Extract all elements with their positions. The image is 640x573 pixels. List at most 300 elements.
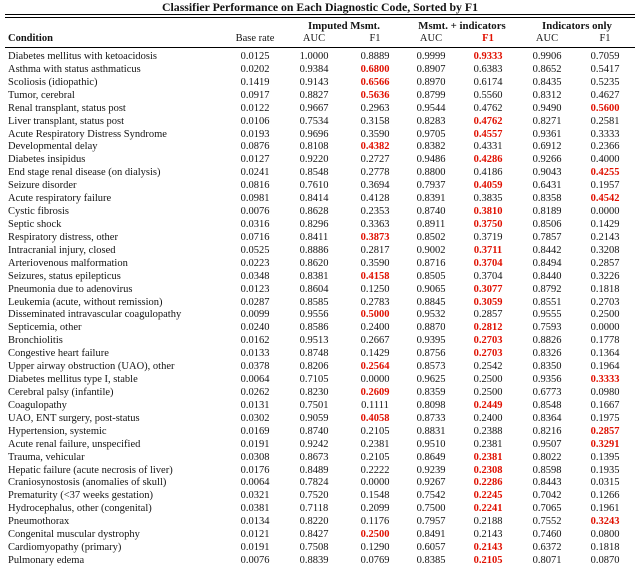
msmt-ind-f1-cell: 0.2703 xyxy=(473,348,503,360)
msmt-ind-auc-cell: 0.8359 xyxy=(416,386,446,398)
imputed-auc-cell: 0.8108 xyxy=(299,141,329,153)
msmt-ind-auc-cell: 0.8283 xyxy=(416,115,446,127)
base-rate-cell: 0.0917 xyxy=(240,89,270,101)
msmt-ind-f1-cell: 0.2400 xyxy=(473,412,503,424)
condition-cell: Pneumothorax xyxy=(8,516,70,528)
msmt-ind-auc-cell: 0.9510 xyxy=(416,438,446,450)
indicators-f1-cell: 0.2703 xyxy=(590,296,620,308)
msmt-ind-auc-cell: 0.9065 xyxy=(416,283,446,295)
msmt-ind-auc-cell: 0.8391 xyxy=(416,193,446,205)
condition-cell: Scoliosis (idiopathic) xyxy=(8,76,98,88)
msmt-ind-f1-cell: 0.2449 xyxy=(473,399,503,411)
msmt-ind-f1-cell: 0.2381 xyxy=(473,451,503,463)
imputed-auc-cell: 0.8585 xyxy=(299,296,329,308)
msmt-ind-auc-cell: 0.9267 xyxy=(416,477,446,489)
imputed-auc-cell: 0.8296 xyxy=(299,218,329,230)
indicators-auc-cell: 0.8071 xyxy=(532,554,562,566)
table-row xyxy=(5,219,635,232)
msmt-ind-f1-cell: 0.6383 xyxy=(473,63,503,75)
msmt-ind-f1-cell: 0.2542 xyxy=(473,361,503,373)
msmt-ind-f1-cell: 0.4762 xyxy=(473,102,503,114)
imputed-f1-cell: 0.2099 xyxy=(360,503,390,515)
msmt-ind-auc-cell: 0.9625 xyxy=(416,374,446,386)
msmt-ind-auc-cell: 0.9705 xyxy=(416,128,446,140)
imputed-auc-cell: 0.8489 xyxy=(299,464,329,476)
indicators-f1-cell: 0.4542 xyxy=(590,193,620,205)
indicators-f1-cell: 0.2500 xyxy=(590,309,620,321)
base-rate-cell: 0.0240 xyxy=(240,322,270,334)
condition-cell: Congestive heart failure xyxy=(8,348,109,360)
condition-cell: Septic shock xyxy=(8,218,62,230)
msmt-ind-auc-cell: 0.9999 xyxy=(416,51,446,62)
base-rate-cell: 0.0176 xyxy=(240,464,270,476)
indicators-auc-cell: 0.8440 xyxy=(532,270,562,282)
imputed-auc-cell: 0.8586 xyxy=(299,322,329,334)
imputed-f1-cell: 0.1176 xyxy=(360,516,390,528)
imputed-f1-cell: 0.2783 xyxy=(360,296,390,308)
msmt-ind-auc-cell: 0.8716 xyxy=(416,257,446,269)
condition-cell: Pneumonia due to adenovirus xyxy=(8,283,133,295)
imputed-f1-cell: 0.2353 xyxy=(360,206,390,218)
imputed-f1-cell: 0.2400 xyxy=(360,322,390,334)
msmt-ind-f1-cell: 0.2245 xyxy=(473,490,503,502)
msmt-ind-auc-cell: 0.8831 xyxy=(416,425,446,437)
msmt-ind-f1-cell: 0.2812 xyxy=(473,322,503,334)
indicators-f1-cell: 0.2143 xyxy=(590,231,620,243)
msmt-ind-f1-cell: 0.4059 xyxy=(473,180,503,192)
msmt-ind-f1-cell: 0.2703 xyxy=(473,335,503,347)
indicators-f1-cell: 0.1429 xyxy=(590,218,620,230)
msmt-ind-auc-cell: 0.8098 xyxy=(416,399,446,411)
imputed-auc-cell: 0.8827 xyxy=(299,89,329,101)
imputed-f1-cell: 0.2963 xyxy=(360,102,390,114)
indicators-auc-cell: 0.8216 xyxy=(532,425,562,437)
indicators-auc-cell: 0.8312 xyxy=(532,89,562,101)
base-rate-cell: 0.0223 xyxy=(240,257,270,269)
msmt-ind-f1-cell: 0.3059 xyxy=(473,296,503,308)
table-row xyxy=(5,542,635,555)
table-row xyxy=(5,309,635,322)
table-row xyxy=(5,322,635,335)
base-rate-cell: 0.0121 xyxy=(240,529,270,541)
condition-cell: Seizures, status epilepticus xyxy=(8,270,121,282)
table-row xyxy=(5,77,635,90)
indicators-auc-cell: 0.8358 xyxy=(532,193,562,205)
msmt-ind-f1-cell: 0.5560 xyxy=(473,89,503,101)
msmt-ind-auc-cell: 0.8756 xyxy=(416,348,446,360)
condition-cell: Pulmonary edema xyxy=(8,554,85,566)
indicators-auc-cell: 0.6431 xyxy=(532,180,562,192)
table-row xyxy=(5,232,635,245)
condition-cell: Coagulopathy xyxy=(8,399,67,411)
base-rate-cell: 0.0716 xyxy=(240,231,270,243)
base-rate-cell: 0.0381 xyxy=(240,503,270,515)
indicators-auc-cell: 0.7042 xyxy=(532,490,562,502)
table-row xyxy=(5,103,635,116)
imputed-auc-cell: 0.9696 xyxy=(299,128,329,140)
imputed-f1-cell: 0.3363 xyxy=(360,218,390,230)
base-rate-cell: 0.0125 xyxy=(240,51,270,62)
condition-cell: Developmental delay xyxy=(8,141,98,153)
table-row xyxy=(5,503,635,516)
indicators-f1-cell: 0.4255 xyxy=(590,167,620,179)
msmt-ind-auc-cell: 0.8573 xyxy=(416,361,446,373)
table-row xyxy=(5,529,635,542)
imputed-auc-cell: 0.8414 xyxy=(299,193,329,205)
base-rate-cell: 0.0348 xyxy=(240,270,270,282)
msmt-ind-auc-cell: 0.8845 xyxy=(416,296,446,308)
imputed-f1-cell: 0.2778 xyxy=(360,167,390,179)
indicators-auc-cell: 0.8494 xyxy=(532,257,562,269)
base-rate-cell: 0.0816 xyxy=(240,180,270,192)
table-row xyxy=(5,64,635,77)
condition-cell: End stage renal disease (on dialysis) xyxy=(8,167,161,179)
msmt-ind-f1-cell: 0.2286 xyxy=(473,477,503,489)
base-rate-cell: 0.0134 xyxy=(240,516,270,528)
imputed-f1-cell: 0.3590 xyxy=(360,128,390,140)
msmt-ind-f1-cell: 0.2188 xyxy=(473,516,503,528)
imputed-f1-cell: 0.2222 xyxy=(360,464,390,476)
indicators-auc-cell: 0.8189 xyxy=(532,206,562,218)
column-header-indicators-f1: F1 xyxy=(599,33,611,44)
indicators-f1-cell: 0.3208 xyxy=(590,244,620,256)
base-rate-cell: 0.0169 xyxy=(240,425,270,437)
indicators-auc-cell: 0.8506 xyxy=(532,218,562,230)
indicators-f1-cell: 0.1395 xyxy=(590,451,620,463)
indicators-auc-cell: 0.8271 xyxy=(532,115,562,127)
imputed-auc-cell: 0.7610 xyxy=(299,180,329,192)
imputed-auc-cell: 0.8604 xyxy=(299,283,329,295)
msmt-ind-f1-cell: 0.2143 xyxy=(473,529,503,541)
imputed-f1-cell: 0.6800 xyxy=(360,63,390,75)
msmt-ind-f1-cell: 0.2308 xyxy=(473,464,503,476)
condition-cell: Intracranial injury, closed xyxy=(8,244,116,256)
condition-cell: Trauma, vehicular xyxy=(8,451,85,463)
base-rate-cell: 0.0316 xyxy=(240,218,270,230)
imputed-auc-cell: 0.8381 xyxy=(299,270,329,282)
table-row xyxy=(5,167,635,180)
table-row xyxy=(5,400,635,413)
base-rate-cell: 0.0064 xyxy=(240,477,270,489)
msmt-ind-f1-cell: 0.3750 xyxy=(473,218,503,230)
table-row xyxy=(5,284,635,297)
condition-cell: Renal transplant, status post xyxy=(8,102,126,114)
column-header-indicators-auc: AUC xyxy=(535,33,559,44)
indicators-f1-cell: 0.1266 xyxy=(590,490,620,502)
msmt-ind-auc-cell: 0.9532 xyxy=(416,309,446,321)
base-rate-cell: 0.0981 xyxy=(240,193,270,205)
indicators-f1-cell: 0.0000 xyxy=(590,322,620,334)
imputed-f1-cell: 0.2500 xyxy=(360,529,390,541)
group-header-indicators-only: Indicators only xyxy=(542,20,612,32)
imputed-auc-cell: 0.9513 xyxy=(299,335,329,347)
header-rule xyxy=(5,47,635,48)
indicators-f1-cell: 0.3333 xyxy=(590,374,620,386)
indicators-f1-cell: 0.1964 xyxy=(590,361,620,373)
msmt-ind-f1-cell: 0.4286 xyxy=(473,154,503,166)
table-row xyxy=(5,129,635,142)
imputed-f1-cell: 0.2727 xyxy=(360,154,390,166)
indicators-f1-cell: 0.0980 xyxy=(590,386,620,398)
indicators-f1-cell: 0.0000 xyxy=(590,206,620,218)
imputed-f1-cell: 0.2667 xyxy=(360,335,390,347)
indicators-f1-cell: 0.1935 xyxy=(590,464,620,476)
imputed-auc-cell: 0.7105 xyxy=(299,374,329,386)
msmt-ind-f1-cell: 0.3810 xyxy=(473,206,503,218)
table-row xyxy=(5,490,635,503)
group-header-imputed-msmt: Imputed Msmt. xyxy=(308,20,380,32)
imputed-f1-cell: 0.2381 xyxy=(360,438,390,450)
condition-cell: Cystic fibrosis xyxy=(8,206,69,218)
table-row xyxy=(5,193,635,206)
indicators-auc-cell: 0.8435 xyxy=(532,76,562,88)
imputed-f1-cell: 0.5000 xyxy=(360,309,390,321)
table-row xyxy=(5,90,635,103)
table-row xyxy=(5,361,635,374)
top-double-rule xyxy=(5,14,635,18)
indicators-f1-cell: 0.1961 xyxy=(590,503,620,515)
imputed-f1-cell: 0.1111 xyxy=(361,399,389,411)
base-rate-cell: 0.0064 xyxy=(240,374,270,386)
indicators-auc-cell: 0.6372 xyxy=(532,542,562,554)
indicators-f1-cell: 0.2857 xyxy=(590,257,620,269)
base-rate-cell: 0.0262 xyxy=(240,386,270,398)
table-row xyxy=(5,374,635,387)
msmt-ind-f1-cell: 0.4186 xyxy=(473,167,503,179)
msmt-ind-f1-cell: 0.2381 xyxy=(473,438,503,450)
msmt-ind-auc-cell: 0.8505 xyxy=(416,270,446,282)
msmt-ind-f1-cell: 0.3835 xyxy=(473,193,503,205)
condition-cell: Hydrocephalus, other (congenital) xyxy=(8,503,152,515)
imputed-auc-cell: 0.9242 xyxy=(299,438,329,450)
table-row xyxy=(5,413,635,426)
column-header-msmt-ind-auc: AUC xyxy=(419,33,443,44)
indicators-auc-cell: 0.9507 xyxy=(532,438,562,450)
msmt-ind-auc-cell: 0.8870 xyxy=(416,322,446,334)
imputed-auc-cell: 0.7508 xyxy=(299,542,329,554)
table-row xyxy=(5,477,635,490)
msmt-ind-auc-cell: 0.9002 xyxy=(416,244,446,256)
msmt-ind-f1-cell: 0.2105 xyxy=(473,554,503,566)
indicators-f1-cell: 0.2581 xyxy=(590,115,620,127)
condition-cell: Arteriovenous malformation xyxy=(8,257,128,269)
condition-cell: Diabetes mellitus type I, stable xyxy=(8,374,138,386)
column-header-imputed-f1: F1 xyxy=(369,33,381,44)
table-body xyxy=(5,51,635,568)
indicators-f1-cell: 0.1667 xyxy=(590,399,620,411)
msmt-ind-f1-cell: 0.9333 xyxy=(473,51,503,62)
imputed-auc-cell: 0.9059 xyxy=(299,412,329,424)
msmt-ind-f1-cell: 0.4762 xyxy=(473,115,503,127)
imputed-f1-cell: 0.0000 xyxy=(360,477,390,489)
indicators-auc-cell: 0.9555 xyxy=(532,309,562,321)
table-row xyxy=(5,141,635,154)
column-header-base-rate: Base rate xyxy=(235,33,275,44)
condition-cell: Respiratory distress, other xyxy=(8,231,118,243)
column-header-row xyxy=(5,32,635,45)
classifier-performance-table xyxy=(5,14,635,568)
imputed-auc-cell: 0.8411 xyxy=(299,231,329,243)
msmt-ind-f1-cell: 0.3704 xyxy=(473,270,503,282)
condition-cell: Disseminated intravascular coagulopathy xyxy=(8,309,182,321)
indicators-auc-cell: 0.9906 xyxy=(532,51,562,62)
indicators-f1-cell: 0.0870 xyxy=(590,554,620,566)
condition-cell: Hypertension, systemic xyxy=(8,425,107,437)
indicators-f1-cell: 0.1818 xyxy=(590,542,620,554)
msmt-ind-auc-cell: 0.8740 xyxy=(416,206,446,218)
imputed-f1-cell: 0.2105 xyxy=(360,451,390,463)
condition-cell: Acute renal failure, unspecified xyxy=(8,438,141,450)
imputed-auc-cell: 0.9556 xyxy=(299,309,329,321)
msmt-ind-f1-cell: 0.2500 xyxy=(473,374,503,386)
indicators-auc-cell: 0.7593 xyxy=(532,322,562,334)
base-rate-cell: 0.0321 xyxy=(240,490,270,502)
base-rate-cell: 0.0127 xyxy=(240,154,270,166)
indicators-auc-cell: 0.9043 xyxy=(532,167,562,179)
msmt-ind-auc-cell: 0.8649 xyxy=(416,451,446,463)
imputed-auc-cell: 0.7501 xyxy=(299,399,329,411)
base-rate-cell: 0.0525 xyxy=(240,244,270,256)
imputed-auc-cell: 0.8886 xyxy=(299,244,329,256)
condition-cell: Congenital muscular dystrophy xyxy=(8,529,140,541)
indicators-f1-cell: 0.3243 xyxy=(590,516,620,528)
msmt-ind-auc-cell: 0.8385 xyxy=(416,554,446,566)
base-rate-cell: 0.0123 xyxy=(240,283,270,295)
table-row xyxy=(5,51,635,64)
msmt-ind-auc-cell: 0.7937 xyxy=(416,180,446,192)
indicators-f1-cell: 0.5600 xyxy=(590,102,620,114)
msmt-ind-auc-cell: 0.9239 xyxy=(416,464,446,476)
msmt-ind-f1-cell: 0.3077 xyxy=(473,283,503,295)
imputed-f1-cell: 0.2105 xyxy=(360,425,390,437)
base-rate-cell: 0.0076 xyxy=(240,206,270,218)
condition-cell: UAO, ENT surgery, post-status xyxy=(8,412,140,424)
condition-cell: Diabetes insipidus xyxy=(8,154,86,166)
group-header-row xyxy=(5,19,635,32)
indicators-f1-cell: 0.1818 xyxy=(590,283,620,295)
imputed-f1-cell: 0.2609 xyxy=(360,386,390,398)
condition-cell: Liver transplant, status post xyxy=(8,115,125,127)
table-row xyxy=(5,426,635,439)
base-rate-cell: 0.0378 xyxy=(240,361,270,373)
msmt-ind-auc-cell: 0.9486 xyxy=(416,154,446,166)
table-row xyxy=(5,516,635,529)
base-rate-cell: 0.0106 xyxy=(240,115,270,127)
indicators-auc-cell: 0.7065 xyxy=(532,503,562,515)
indicators-auc-cell: 0.8548 xyxy=(532,399,562,411)
column-header-condition: Condition xyxy=(8,33,53,44)
base-rate-cell: 0.0193 xyxy=(240,128,270,140)
base-rate-cell: 0.0202 xyxy=(240,63,270,75)
imputed-auc-cell: 0.8740 xyxy=(299,425,329,437)
imputed-auc-cell: 0.8220 xyxy=(299,516,329,528)
msmt-ind-auc-cell: 0.8799 xyxy=(416,89,446,101)
imputed-f1-cell: 0.4382 xyxy=(360,141,390,153)
condition-cell: Hepatic failure (acute necrosis of liver) xyxy=(8,464,173,476)
indicators-auc-cell: 0.9490 xyxy=(532,102,562,114)
imputed-auc-cell: 0.8628 xyxy=(299,206,329,218)
table-row xyxy=(5,555,635,568)
indicators-auc-cell: 0.8326 xyxy=(532,348,562,360)
indicators-f1-cell: 0.3291 xyxy=(590,438,620,450)
msmt-ind-auc-cell: 0.6057 xyxy=(416,542,446,554)
base-rate-cell: 0.1419 xyxy=(240,76,270,88)
msmt-ind-auc-cell: 0.7957 xyxy=(416,516,446,528)
indicators-auc-cell: 0.8792 xyxy=(532,283,562,295)
imputed-auc-cell: 0.8839 xyxy=(299,554,329,566)
condition-cell: Craniosynostosis (anomalies of skull) xyxy=(8,477,167,489)
column-header-msmt-ind-f1: F1 xyxy=(482,33,494,44)
msmt-ind-auc-cell: 0.9395 xyxy=(416,335,446,347)
msmt-ind-auc-cell: 0.8733 xyxy=(416,412,446,424)
msmt-ind-f1-cell: 0.2500 xyxy=(473,386,503,398)
imputed-f1-cell: 0.2564 xyxy=(360,361,390,373)
imputed-f1-cell: 0.3158 xyxy=(360,115,390,127)
imputed-auc-cell: 1.0000 xyxy=(299,51,329,62)
imputed-auc-cell: 0.7824 xyxy=(299,477,329,489)
imputed-auc-cell: 0.8230 xyxy=(299,386,329,398)
indicators-auc-cell: 0.7552 xyxy=(532,516,562,528)
imputed-f1-cell: 0.3694 xyxy=(360,180,390,192)
indicators-f1-cell: 0.5417 xyxy=(590,63,620,75)
table-row xyxy=(5,297,635,310)
msmt-ind-auc-cell: 0.7500 xyxy=(416,503,446,515)
indicators-f1-cell: 0.2366 xyxy=(590,141,620,153)
condition-cell: Diabetes mellitus with ketoacidosis xyxy=(8,51,158,62)
imputed-f1-cell: 0.3873 xyxy=(360,231,390,243)
imputed-f1-cell: 0.1548 xyxy=(360,490,390,502)
group-header-msmt-indicators: Msmt. + indicators xyxy=(418,20,506,32)
table-row xyxy=(5,439,635,452)
table-row xyxy=(5,154,635,167)
imputed-auc-cell: 0.7534 xyxy=(299,115,329,127)
condition-cell: Tumor, cerebral xyxy=(8,89,75,101)
msmt-ind-f1-cell: 0.4557 xyxy=(473,128,503,140)
base-rate-cell: 0.0191 xyxy=(240,542,270,554)
indicators-auc-cell: 0.8826 xyxy=(532,335,562,347)
imputed-f1-cell: 0.4158 xyxy=(360,270,390,282)
condition-cell: Leukemia (acute, without remission) xyxy=(8,296,163,308)
table-row xyxy=(5,116,635,129)
indicators-auc-cell: 0.8551 xyxy=(532,296,562,308)
table-row xyxy=(5,348,635,361)
imputed-f1-cell: 0.1429 xyxy=(360,348,390,360)
indicators-auc-cell: 0.6773 xyxy=(532,386,562,398)
condition-cell: Prematurity (<37 weeks gestation) xyxy=(8,490,154,502)
indicators-f1-cell: 0.5235 xyxy=(590,76,620,88)
imputed-auc-cell: 0.8206 xyxy=(299,361,329,373)
indicators-f1-cell: 0.1364 xyxy=(590,348,620,360)
condition-cell: Acute respiratory failure xyxy=(8,193,112,205)
indicators-auc-cell: 0.8022 xyxy=(532,451,562,463)
table-row xyxy=(5,245,635,258)
msmt-ind-auc-cell: 0.8970 xyxy=(416,76,446,88)
base-rate-cell: 0.0287 xyxy=(240,296,270,308)
indicators-f1-cell: 0.1957 xyxy=(590,180,620,192)
imputed-auc-cell: 0.9667 xyxy=(299,102,329,114)
base-rate-cell: 0.0191 xyxy=(240,438,270,450)
indicators-f1-cell: 0.0800 xyxy=(590,529,620,541)
imputed-auc-cell: 0.8548 xyxy=(299,167,329,179)
imputed-auc-cell: 0.8427 xyxy=(299,529,329,541)
indicators-f1-cell: 0.3333 xyxy=(590,128,620,140)
msmt-ind-auc-cell: 0.8502 xyxy=(416,231,446,243)
indicators-auc-cell: 0.8364 xyxy=(532,412,562,424)
imputed-f1-cell: 0.1290 xyxy=(360,542,390,554)
msmt-ind-f1-cell: 0.3719 xyxy=(473,231,503,243)
table-row xyxy=(5,180,635,193)
msmt-ind-f1-cell: 0.4331 xyxy=(473,141,503,153)
